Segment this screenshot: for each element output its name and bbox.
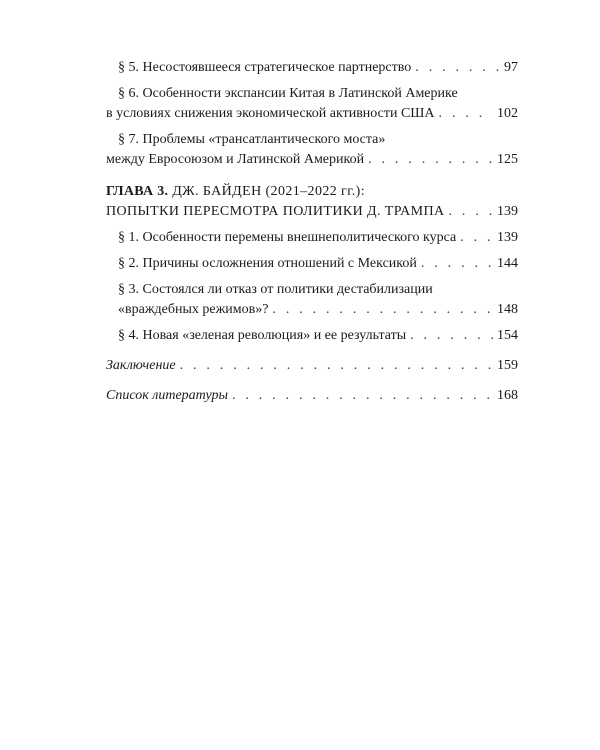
toc-entry-title: § 4. Новая «зеленая революция» и ее результаты: [118, 328, 407, 343]
toc-page-number: 148: [497, 302, 518, 317]
toc-page-number: 168: [497, 388, 518, 403]
toc-entry-title-line-1: § 6. Особенности экспансии Китая в Латинской Америке: [118, 86, 458, 101]
table-of-contents: [106, 58, 518, 406]
dot-leader: [410, 326, 493, 346]
toc-entry-title: § 5. Несостоявшееся стратегическое партнерство: [118, 60, 412, 75]
dot-leader: [272, 300, 493, 320]
dot-leader: [415, 58, 500, 78]
toc-page-number: 144: [497, 256, 518, 271]
dot-leader: [368, 150, 493, 170]
toc-entry-title: § 2. Причины осложнения отношений с Мексикой: [118, 256, 417, 271]
toc-entry-title-line-2: в условиях снижения экономической активности США: [106, 106, 435, 121]
toc-entry-title-line-1: § 7. Проблемы «трансатлантического моста»: [118, 132, 386, 147]
chapter-title-line-2: ПОПЫТКИ ПЕРЕСМОТРА ПОЛИТИКИ Д. ТРАМПА: [106, 204, 445, 219]
dot-leader: [460, 228, 493, 248]
toc-entry-title: Заключение: [106, 358, 176, 373]
toc-entry-chapter-3-section-3: [106, 280, 518, 320]
chapter-label: ГЛАВА 3.: [106, 184, 169, 199]
toc-entry-title-line-1: § 3. Состоялся ли отказ от политики дестабилизации: [118, 282, 433, 297]
dot-leader: [232, 386, 493, 406]
dot-leader: [449, 202, 493, 222]
toc-page-number: 125: [497, 152, 518, 167]
toc-entry-title: § 1. Особенности перемены внешнеполитического курса: [118, 230, 457, 245]
toc-page-number: 159: [497, 358, 518, 373]
toc-entry-section-5: [106, 58, 518, 78]
chapter-title-line-1: ДЖ. БАЙДЕН (2021–2022 гг.):: [168, 184, 366, 199]
toc-page-number: 102: [497, 106, 518, 121]
toc-entry-chapter-3-section-1: [106, 228, 518, 248]
toc-entry-section-7: [106, 130, 518, 170]
toc-entry-section-6: [106, 84, 518, 124]
toc-page-number: 97: [504, 60, 518, 75]
toc-entry-title-line-2: «враждебных режимов»?: [118, 302, 269, 317]
dot-leader: [439, 104, 493, 124]
toc-entry-title: Список литературы: [106, 388, 228, 403]
toc-entry-title-line-2: между Евросоюзом и Латинской Америкой: [106, 152, 365, 167]
toc-page-number: 154: [497, 328, 518, 343]
toc-entry-chapter-3-section-2: [106, 254, 518, 274]
dot-leader: [421, 254, 493, 274]
toc-entry-chapter-3-section-4: [106, 326, 518, 346]
toc-entry-chapter-3: [106, 182, 518, 222]
toc-entry-conclusion: [106, 356, 518, 376]
toc-page-number: 139: [497, 230, 518, 245]
toc-page-number: 139: [497, 204, 518, 219]
toc-chapter-heading-line-1: [106, 182, 365, 202]
toc-entry-references: [106, 386, 518, 406]
dot-leader: [180, 356, 493, 376]
